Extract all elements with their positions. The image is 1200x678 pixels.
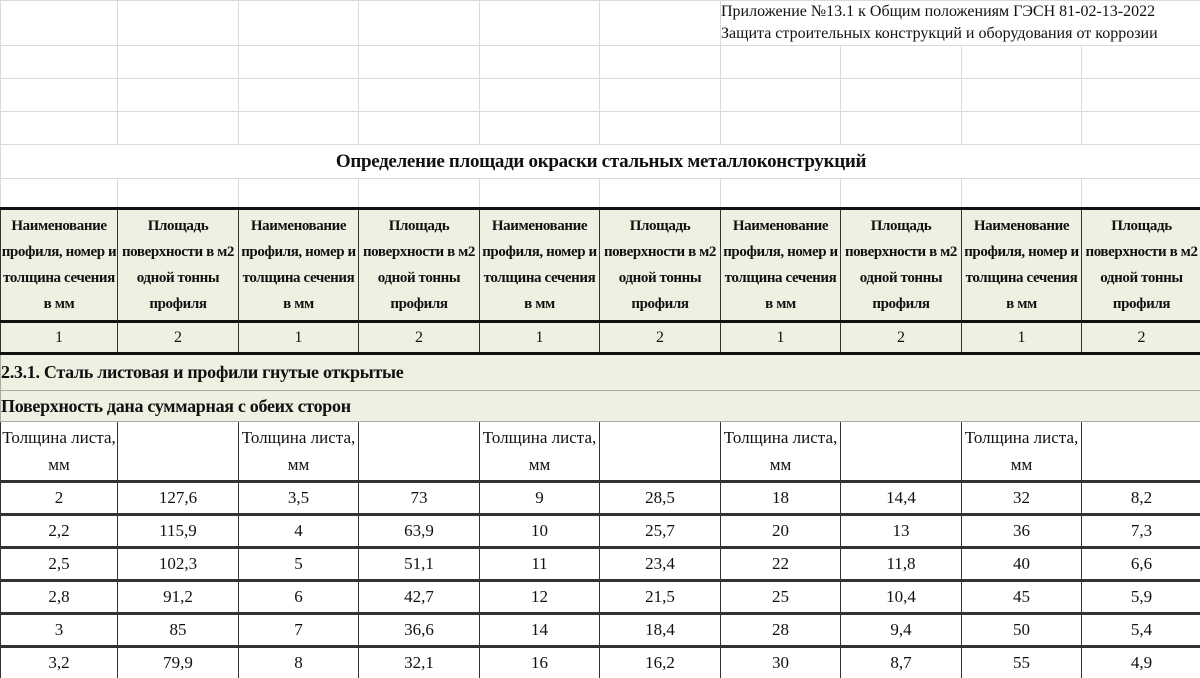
column-number[interactable]: 1 [962,322,1082,354]
column-number[interactable]: 2 [359,322,480,354]
cell[interactable] [1,1,118,46]
cell[interactable] [359,1,480,46]
thickness-value[interactable]: 10 [480,515,600,548]
thickness-label[interactable]: Толщина листа, мм [962,422,1082,482]
area-value[interactable]: 25,7 [600,515,721,548]
thickness-label[interactable]: Толщина листа, мм [480,422,600,482]
cell[interactable] [480,179,600,209]
area-value[interactable]: 91,2 [118,581,239,614]
cell[interactable] [600,112,721,145]
thickness-value[interactable]: 4 [239,515,359,548]
cell[interactable] [480,46,600,79]
area-value[interactable]: 4,9 [1082,647,1200,678]
column-number[interactable]: 1 [480,322,600,354]
thickness-value[interactable]: 45 [962,581,1082,614]
header-surface-area[interactable]: Площадь поверхности в м2 одной тонны профиля [118,209,239,322]
area-value[interactable]: 8,7 [841,647,962,678]
cell[interactable] [600,1,721,46]
header-profile-name[interactable]: Наименование профиля, номер и толщина сечения в мм [239,209,359,322]
header-surface-area[interactable]: Площадь поверхности в м2 одной тонны профиля [359,209,480,322]
thickness-value[interactable]: 2,8 [1,581,118,614]
cell[interactable] [480,112,600,145]
thickness-value[interactable]: 2 [1,482,118,515]
cell[interactable] [721,46,841,79]
area-value[interactable]: 6,6 [1082,548,1200,581]
header-profile-name[interactable]: Наименование профиля, номер и толщина сечения в мм [480,209,600,322]
thickness-value[interactable]: 2,2 [1,515,118,548]
cell[interactable] [962,179,1082,209]
area-value[interactable]: 79,9 [118,647,239,678]
cell[interactable] [359,112,480,145]
area-value[interactable]: 14,4 [841,482,962,515]
cell[interactable] [962,79,1082,112]
table-row [1,548,1200,581]
cell[interactable] [239,79,359,112]
header-profile-name[interactable]: Наименование профиля, номер и толщина сечения в мм [1,209,118,322]
cell[interactable] [962,112,1082,145]
cell[interactable] [359,79,480,112]
area-value[interactable]: 18,4 [600,614,721,647]
annex-text[interactable]: Приложение №13.1 к Общим положениям ГЭСН 81-02-13-2022 Защита строительных конструкций и оборудования от коррозии [721,1,1200,46]
cell[interactable] [841,46,962,79]
cell[interactable] [118,112,239,145]
area-value[interactable]: 51,1 [359,548,480,581]
area-value[interactable]: 42,7 [359,581,480,614]
table-row [1,647,1200,678]
area-value[interactable]: 115,9 [118,515,239,548]
thickness-value[interactable]: 3,5 [239,482,359,515]
thickness-label[interactable]: Толщина листа, мм [1,422,118,482]
area-value[interactable]: 16,2 [600,647,721,678]
cell[interactable] [118,422,239,482]
cell[interactable] [721,79,841,112]
area-value[interactable]: 23,4 [600,548,721,581]
cell[interactable] [239,179,359,209]
column-number[interactable]: 2 [1082,322,1200,354]
thickness-value[interactable]: 20 [721,515,841,548]
cell[interactable] [1082,79,1200,112]
header-surface-area[interactable]: Площадь поверхности в м2 одной тонны профиля [600,209,721,322]
cell[interactable] [841,79,962,112]
section-title[interactable]: 2.3.1. Сталь листовая и профили гнутые открытые [1,354,1200,391]
cell[interactable] [721,112,841,145]
column-number[interactable]: 1 [239,322,359,354]
area-value[interactable]: 73 [359,482,480,515]
area-value[interactable]: 36,6 [359,614,480,647]
area-value[interactable]: 13 [841,515,962,548]
thickness-value[interactable]: 2,5 [1,548,118,581]
cell[interactable] [962,46,1082,79]
thickness-value[interactable]: 25 [721,581,841,614]
area-value[interactable]: 127,6 [118,482,239,515]
cell[interactable] [1,79,118,112]
area-value[interactable]: 85 [118,614,239,647]
cell[interactable] [239,46,359,79]
cell[interactable] [600,79,721,112]
cell[interactable] [239,112,359,145]
thickness-value[interactable]: 9 [480,482,600,515]
column-number[interactable]: 1 [1,322,118,354]
cell[interactable] [359,46,480,79]
thickness-value[interactable]: 28 [721,614,841,647]
thickness-value[interactable]: 16 [480,647,600,678]
thickness-value[interactable]: 30 [721,647,841,678]
cell[interactable] [600,422,721,482]
cell[interactable] [841,112,962,145]
cell[interactable] [1,112,118,145]
cell[interactable] [118,46,239,79]
cell[interactable] [841,422,962,482]
area-value[interactable]: 32,1 [359,647,480,678]
thickness-value[interactable]: 5 [239,548,359,581]
header-surface-area[interactable]: Площадь поверхности в м2 одной тонны профиля [1082,209,1200,322]
thickness-value[interactable]: 12 [480,581,600,614]
cell[interactable] [600,179,721,209]
area-value[interactable]: 102,3 [118,548,239,581]
cell[interactable] [359,422,480,482]
area-value[interactable]: 28,5 [600,482,721,515]
header-profile-name[interactable]: Наименование профиля, номер и толщина сечения в мм [721,209,841,322]
thickness-value[interactable]: 11 [480,548,600,581]
cell[interactable] [841,179,962,209]
header-surface-area[interactable]: Площадь поверхности в м2 одной тонны профиля [841,209,962,322]
cell[interactable] [1082,179,1200,209]
area-value[interactable]: 9,4 [841,614,962,647]
area-value[interactable]: 7,3 [1082,515,1200,548]
subsection-title[interactable]: Поверхность дана суммарная с обеих сторон [1,391,1200,422]
cell[interactable] [480,1,600,46]
thickness-value[interactable]: 7 [239,614,359,647]
thickness-value[interactable]: 6 [239,581,359,614]
thickness-value[interactable]: 32 [962,482,1082,515]
thickness-value[interactable]: 14 [480,614,600,647]
cell[interactable] [359,179,480,209]
table-row [1,515,1200,548]
cell[interactable] [1082,422,1200,482]
column-number[interactable]: 1 [721,322,841,354]
thickness-label[interactable]: Толщина листа, мм [239,422,359,482]
thickness-label[interactable]: Толщина листа, мм [721,422,841,482]
page-title[interactable]: Определение площади окраски стальных металлоконструкций [1,145,1200,179]
cell[interactable] [480,79,600,112]
cell[interactable] [600,46,721,79]
cell[interactable] [721,179,841,209]
cell[interactable] [118,179,239,209]
area-value[interactable]: 10,4 [841,581,962,614]
table-row [1,482,1200,515]
column-number[interactable]: 2 [118,322,239,354]
cell[interactable] [1082,46,1200,79]
header-profile-name[interactable]: Наименование профиля, номер и толщина сечения в мм [962,209,1082,322]
cell[interactable] [239,1,359,46]
cell[interactable] [1,179,118,209]
thickness-value[interactable]: 22 [721,548,841,581]
thickness-value[interactable]: 55 [962,647,1082,678]
cell[interactable] [1082,112,1200,145]
area-value[interactable]: 11,8 [841,548,962,581]
table-row [1,614,1200,647]
thickness-value[interactable]: 40 [962,548,1082,581]
area-value[interactable]: 8,2 [1082,482,1200,515]
thickness-value[interactable]: 3 [1,614,118,647]
thickness-value[interactable]: 50 [962,614,1082,647]
area-value[interactable]: 5,9 [1082,581,1200,614]
thickness-value[interactable]: 3,2 [1,647,118,678]
table-row [1,581,1200,614]
column-number[interactable]: 2 [841,322,962,354]
thickness-value[interactable]: 8 [239,647,359,678]
area-value[interactable]: 5,4 [1082,614,1200,647]
cell[interactable] [118,79,239,112]
area-value[interactable]: 21,5 [600,581,721,614]
cell[interactable] [1,46,118,79]
thickness-value[interactable]: 18 [721,482,841,515]
column-number[interactable]: 2 [600,322,721,354]
cell[interactable] [118,1,239,46]
thickness-value[interactable]: 36 [962,515,1082,548]
area-value[interactable]: 63,9 [359,515,480,548]
